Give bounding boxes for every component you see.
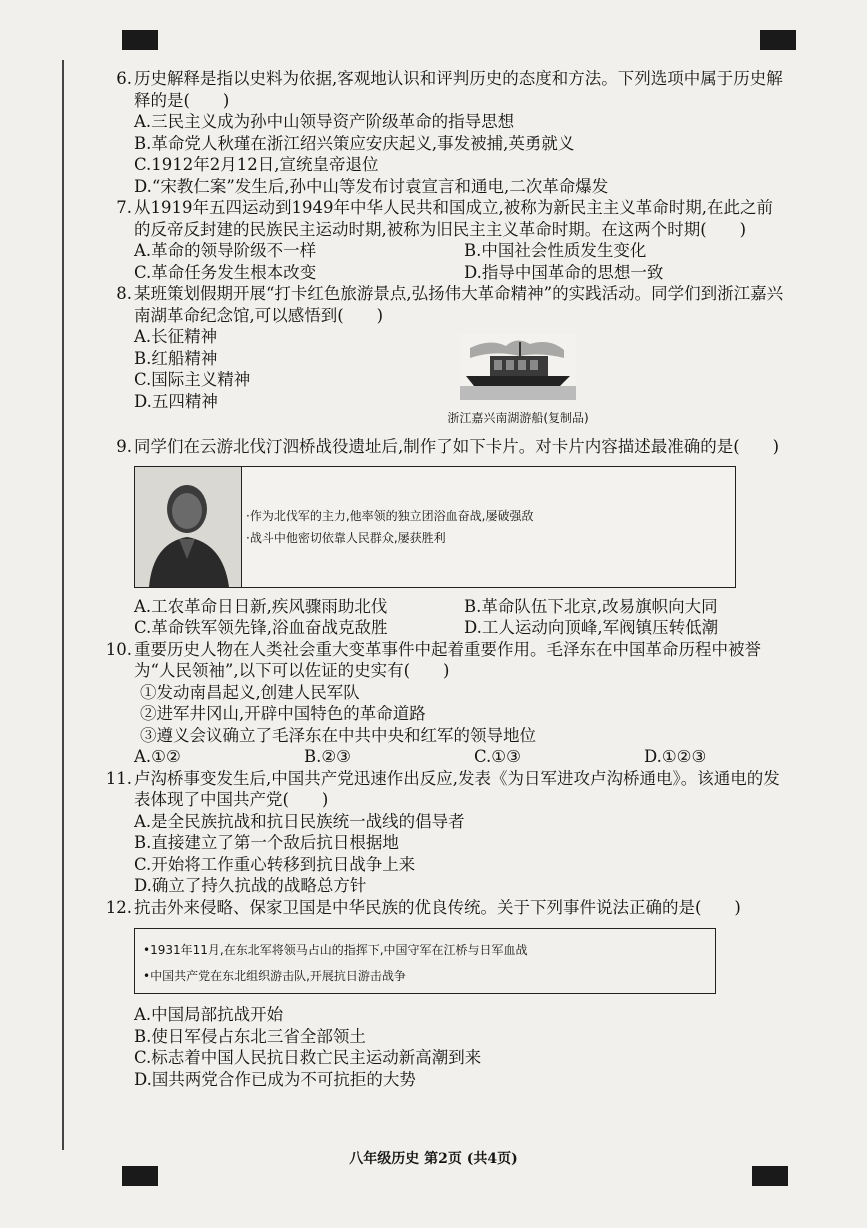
statement-1: ①发动南昌起义,创建人民军队 xyxy=(140,682,360,702)
question-text: 重要历史人物在人类社会重大变革事件中起着重要作用。毛泽东在中国革命历程中被誉为“人民领袖”,以下可以佐证的史实有( ) xyxy=(134,639,761,680)
options-grid xyxy=(104,240,784,283)
question-stem xyxy=(104,197,784,240)
option-d: D.“宋教仁案”发生后,孙中山等发布讨袁宣言和通电,二次革命爆发 xyxy=(134,176,609,196)
option-d: D.国共两党合作已成为不可抗拒的大势 xyxy=(134,1069,416,1089)
question-7 xyxy=(104,197,784,283)
margin-line xyxy=(62,60,64,1150)
option-c: C.革命铁军领先锋,浴血奋战克敌胜 xyxy=(134,618,388,637)
question-number: 11. xyxy=(105,768,132,788)
option-c: C.革命任务发生根本改变 xyxy=(134,262,317,282)
question-number: 6. xyxy=(116,69,132,88)
option-a: A.是全民族抗战和抗日民族统一战线的倡导者 xyxy=(134,811,465,831)
option-d: D.①②③ xyxy=(644,747,707,766)
portrait-image xyxy=(135,467,241,587)
question-8-body xyxy=(104,326,784,436)
option-b: B.直接建立了第一个敌后抗日根据地 xyxy=(134,833,399,852)
option-a: A.中国局部抗战开始 xyxy=(134,1005,284,1024)
registration-mark-bottom-left xyxy=(122,1166,158,1186)
event-line-1: •1931年11月,在东北军将领马占山的指挥下,中国守军在江桥与日军血战 xyxy=(143,943,528,957)
red-boat-photo xyxy=(460,334,576,400)
option-c: C.①③ xyxy=(474,747,521,766)
option-b: B.革命队伍下北京,改易旗帜向大同 xyxy=(464,596,718,616)
registration-mark-top-left xyxy=(122,30,158,50)
card-line-1: ·作为北伐军的主力,他率领的独立团浴血奋战,屡破强敌 xyxy=(246,508,534,523)
question-number: 12. xyxy=(105,897,132,917)
question-9 xyxy=(104,436,784,639)
question-stem xyxy=(104,283,784,326)
history-card xyxy=(134,466,736,588)
question-6 xyxy=(104,68,784,197)
option-b: B.红船精神 xyxy=(134,348,218,368)
question-text: 卢沟桥事变发生后,中国共产党迅速作出反应,发表《为日军进攻卢沟桥通电》。该通电的发表体现了中国共产党( ) xyxy=(134,768,780,809)
option-c: C.标志着中国人民抗日救亡民主运动新高潮到来 xyxy=(134,1048,482,1067)
option-d: D.指导中国革命的思想一致 xyxy=(464,262,664,282)
boat-figure xyxy=(438,334,598,430)
option-a: A.①② xyxy=(134,747,181,766)
question-text: 从1919年五四运动到1949年中华人民共和国成立,被称为新民主主义革命时期,在此之前的反帝反封建的民族民主运动时期,被称为旧民主主义革命时期。在这两个时期( ) xyxy=(134,198,773,239)
options-list xyxy=(134,326,250,412)
option-a: A.长征精神 xyxy=(134,327,218,346)
question-stem xyxy=(104,68,784,111)
option-d: D.确立了持久抗战的战略总方针 xyxy=(134,876,367,895)
options-grid xyxy=(104,746,784,768)
event-box xyxy=(134,928,716,994)
option-b: B.中国社会性质发生变化 xyxy=(464,241,647,260)
question-text: 某班策划假期开展“打卡红色旅游景点,弘扬伟大革命精神”的实践活动。同学们到浙江嘉兴南湖革命纪念馆,可以感悟到( ) xyxy=(134,284,784,325)
option-a: A.三民主义成为孙中山领导资产阶级革命的指导思想 xyxy=(134,112,515,131)
question-text: 历史解释是指以史料为依据,客观地认识和评判历史的态度和方法。下列选项中属于历史解释的是( ) xyxy=(134,69,783,110)
question-number: 10. xyxy=(105,639,132,659)
statement-3: ③遵义会议确立了毛泽东在中共中央和红军的领导地位 xyxy=(140,725,536,745)
question-stem xyxy=(104,897,784,919)
portrait-photo xyxy=(135,467,242,587)
event-line-2: •中国共产党在东北组织游击队,开展抗日游击战争 xyxy=(143,969,406,983)
question-11 xyxy=(104,768,784,897)
question-stem xyxy=(104,639,784,682)
option-c: C.国际主义精神 xyxy=(134,370,251,389)
options-grid xyxy=(104,596,784,639)
option-b: B.②③ xyxy=(304,747,351,766)
question-number: 8. xyxy=(116,284,132,303)
registration-mark-bottom-right xyxy=(752,1166,788,1186)
question-text: 抗击外来侵略、保家卫国是中华民族的优良传统。关于下列事件说法正确的是( ) xyxy=(134,897,741,917)
figure-caption: 浙江嘉兴南湖游船(复制品) xyxy=(447,411,589,425)
question-10 xyxy=(104,639,784,768)
option-c: C.1912年2月12日,宣统皇帝退位 xyxy=(134,155,379,174)
question-12 xyxy=(104,897,784,1091)
card-line-2: ·战斗中他密切依靠人民群众,屡获胜利 xyxy=(246,530,446,545)
statement-2: ②进军井冈山,开辟中国特色的革命道路 xyxy=(140,704,426,723)
option-a: A.革命的领导阶级不一样 xyxy=(134,241,317,260)
question-8 xyxy=(104,283,784,436)
question-number: 7. xyxy=(116,198,132,217)
card-text xyxy=(242,467,533,587)
option-d: D.五四精神 xyxy=(134,391,218,411)
option-b: B.革命党人秋瑾在浙江绍兴策应安庆起义,事发被捕,英勇就义 xyxy=(134,133,575,153)
question-text: 同学们在云游北伐汀泗桥战役遗址后,制作了如下卡片。对卡片内容描述最准确的是( ) xyxy=(134,437,780,456)
option-b: B.使日军侵占东北三省全部领土 xyxy=(134,1026,366,1046)
question-number: 9. xyxy=(116,437,132,456)
exam-page xyxy=(104,68,784,1090)
option-a: A.工农革命日日新,疾风骤雨助北伐 xyxy=(134,596,388,616)
option-c: C.开始将工作重心转移到抗日战争上来 xyxy=(134,854,416,874)
registration-mark-top-right xyxy=(760,30,796,50)
question-stem xyxy=(104,436,784,458)
question-stem xyxy=(104,768,784,811)
option-d: D.工人运动向顶峰,军阀镇压转低潮 xyxy=(464,618,719,637)
page-footer: 八年级历史 第2页 (共4页) xyxy=(349,1151,518,1167)
